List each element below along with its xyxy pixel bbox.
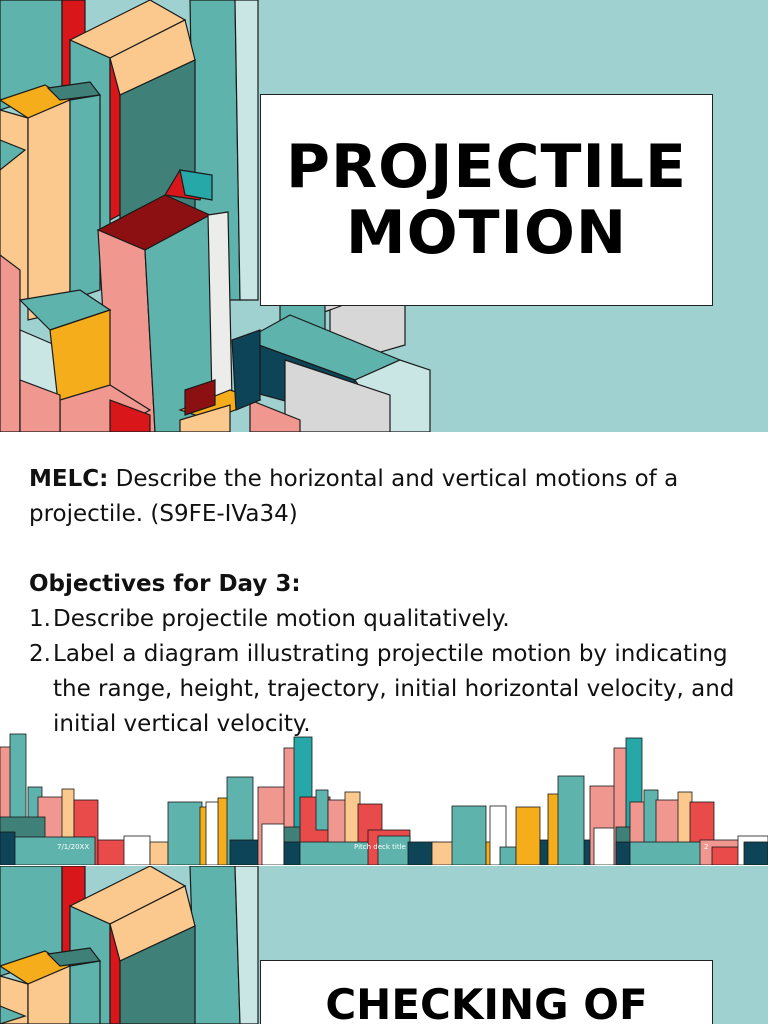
title-box — [260, 960, 713, 1024]
footer-page-number: 2 — [704, 843, 709, 851]
melc-paragraph — [29, 462, 744, 532]
slide-3 — [0, 866, 768, 1024]
title-line-1: PROJECTILE — [286, 132, 687, 202]
footer-title: Pitch deck title — [354, 843, 406, 851]
objectives-heading: Objectives for Day 3: — [29, 571, 301, 597]
objective-number: 1. — [29, 606, 51, 632]
objective-number: 2. — [29, 641, 51, 667]
objective-item — [29, 602, 744, 637]
slide-1 — [0, 0, 768, 432]
slide-title: CHECKING OF — [325, 980, 648, 1024]
footer-date: 7/1/20XX — [57, 843, 90, 851]
title-box — [260, 94, 713, 306]
objective-text: Describe projectile motion qualitatively. — [53, 606, 510, 632]
slide-title — [286, 134, 687, 266]
slide-body — [29, 462, 744, 742]
objective-item — [29, 637, 744, 742]
objective-text: Label a diagram illustrating projectile motion by indicating the range, height, trajectory, initial horizontal velocity, and initial vertical velocity. — [53, 641, 735, 737]
slide-2 — [0, 432, 768, 865]
melc-label: MELC: — [29, 466, 109, 492]
melc-text: Describe the horizontal and vertical motions of a projectile. (S9FE-IVa34) — [29, 466, 708, 527]
title-line-2: MOTION — [345, 198, 628, 268]
